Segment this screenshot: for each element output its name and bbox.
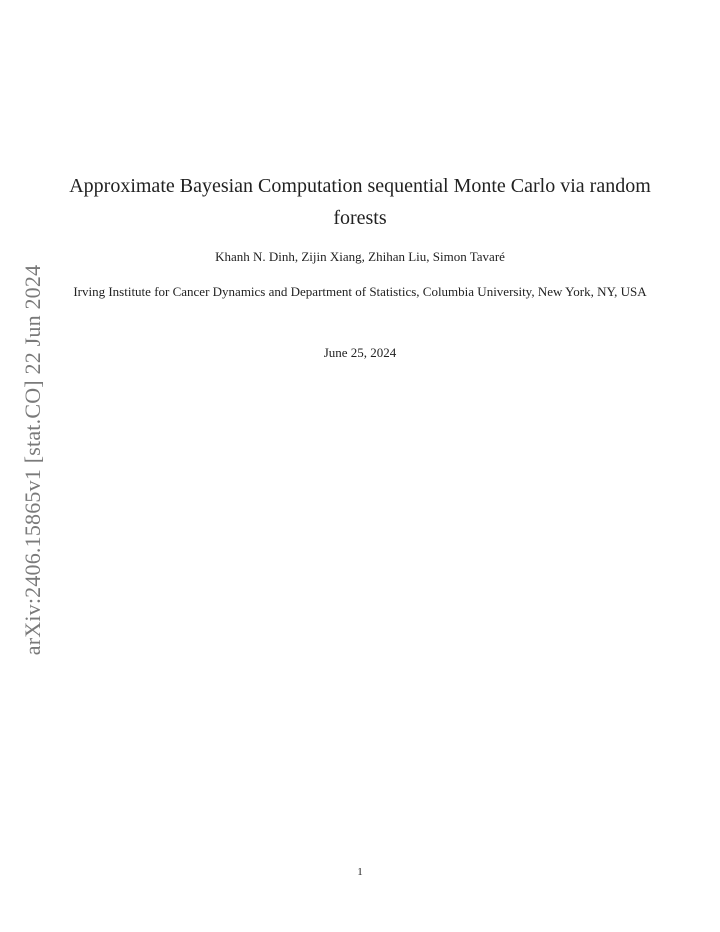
- arxiv-identifier-stamp: arXiv:2406.15865v1 [stat.CO] 22 Jun 2024: [20, 264, 45, 656]
- paper-title: Approximate Bayesian Computation sequential Monte Carlo via random forests: [69, 175, 651, 229]
- author-list: Khanh N. Dinh, Zijin Xiang, Zhihan Liu, Simon Tavaré: [215, 249, 505, 264]
- author-affiliation: Irving Institute for Cancer Dynamics and Department of Statistics, Columbia University, New York, NY, USA: [73, 284, 647, 299]
- page-number: 1: [357, 866, 363, 878]
- publication-date: June 25, 2024: [323, 345, 397, 360]
